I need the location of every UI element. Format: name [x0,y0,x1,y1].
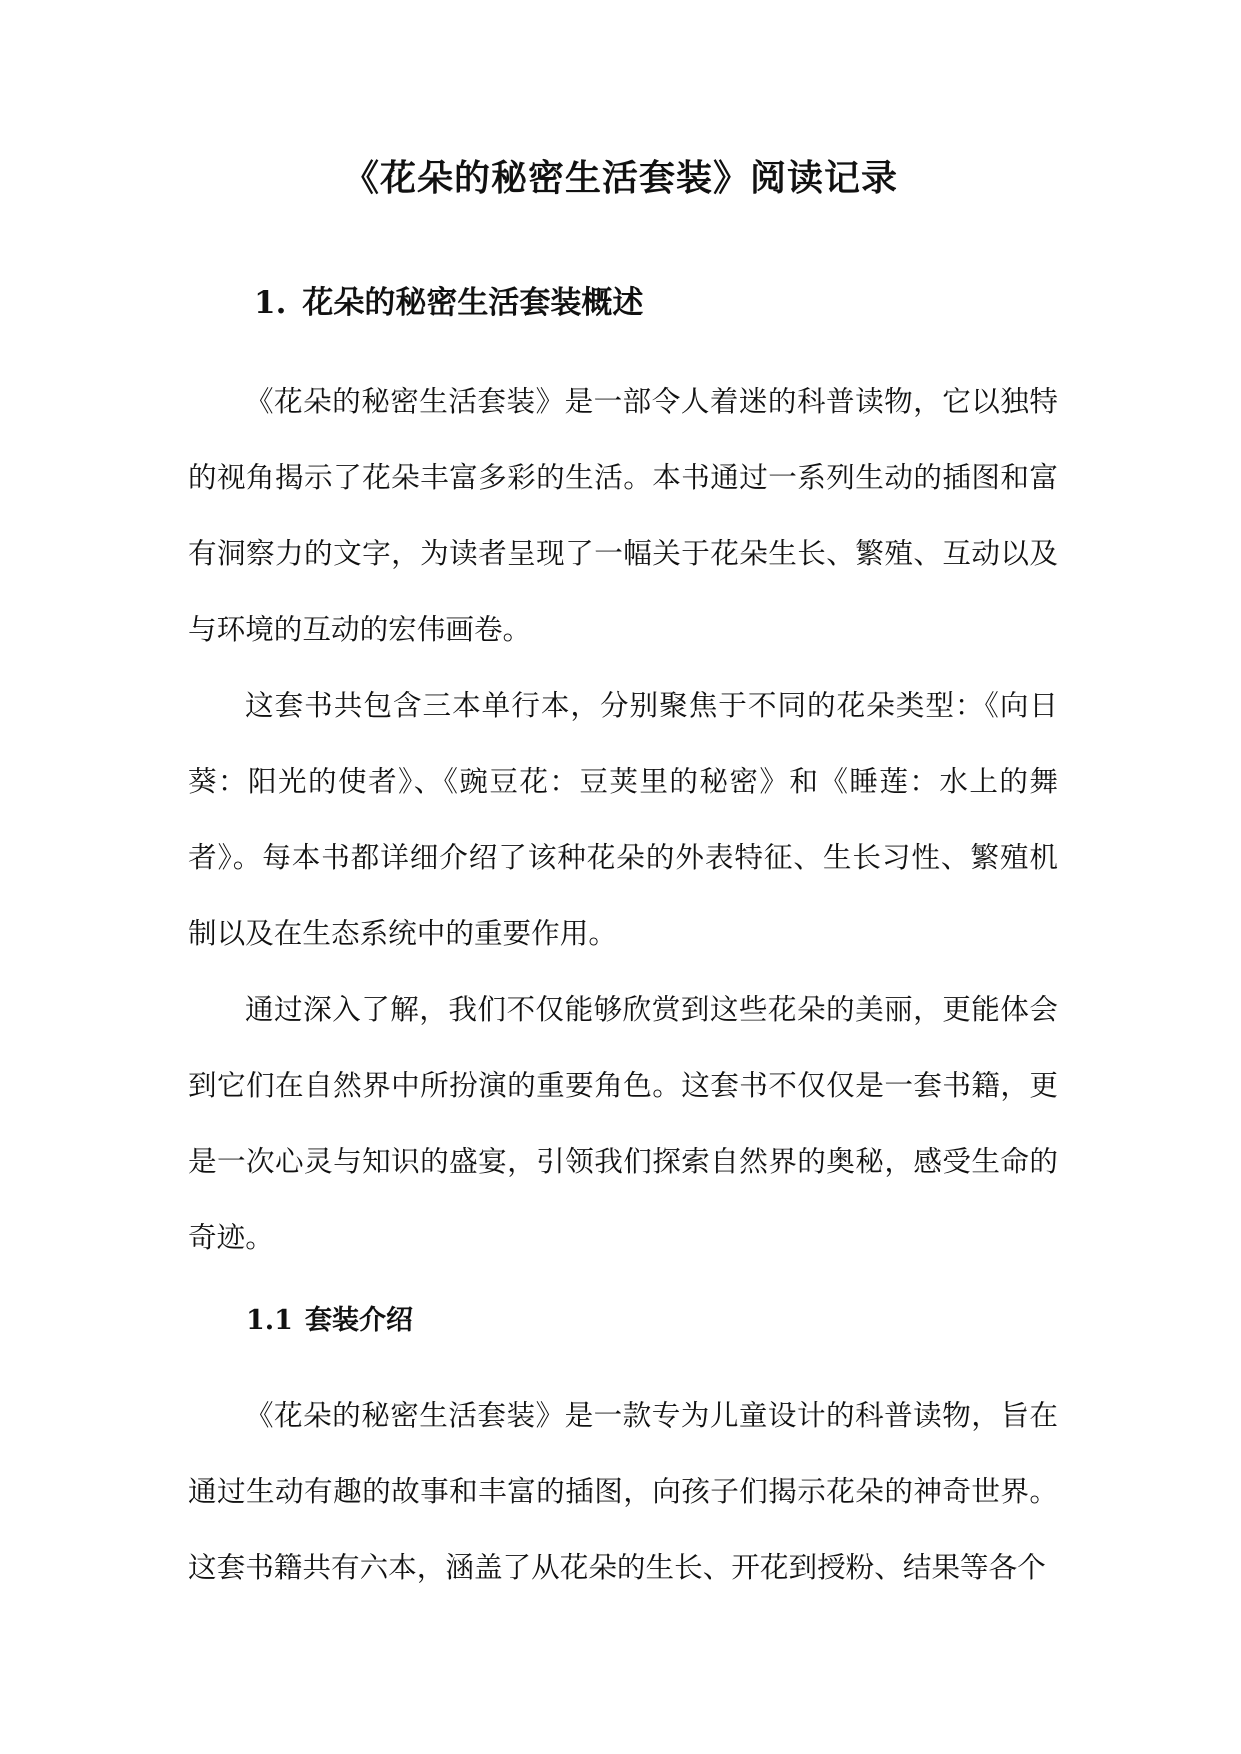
subsection-number: 1.1 [246,1305,293,1336]
document-title: 《花朵的秘密生活套装》阅读记录 [342,157,898,199]
body-paragraph: 通过深入了解，我们不仅能够欣赏到这些花朵的美丽，更能体会到它们在自然界中所扮演的重要角色。这套书不仅仅是一套书籍，更是一次心灵与知识的盛宴，引领我们探索自然界的奥秘，感受生命的奇迹。 [188,992,1058,1254]
section-number: 1. [254,285,287,321]
subsection-heading [246,1298,413,1344]
subsection-heading-text: 套装介绍 [304,1305,413,1336]
body-paragraph: 这套书共包含三本单行本，分别聚焦于不同的花朵类型：《向日葵：阳光的使者》、《豌豆花：豆荚里的秘密》和《睡莲：水上的舞者》。每本书都详细介绍了该种花朵的外表特征、生长习性、繁殖机制以及在生态系统中的重要作用。 [188,688,1058,950]
body-paragraph: 《花朵的秘密生活套装》是一部令人着迷的科普读物，它以独特的视角揭示了花朵丰富多彩的生活。本书通过一系列生动的插图和富有洞察力的文字，为读者呈现了一幅关于花朵生长、繁殖、互动以及与环境的互动的宏伟画卷。 [188,384,1058,646]
section-heading [254,278,643,328]
body-paragraph: 《花朵的秘密生活套装》是一款专为儿童设计的科普读物，旨在通过生动有趣的故事和丰富的插图，向孩子们揭示花朵的神奇世界。这套书籍共有六本，涵盖了从花朵的生长、开花到授粉、结果等各个 [188,1398,1058,1584]
section-heading-text: 花朵的秘密生活套装概述 [302,285,644,321]
